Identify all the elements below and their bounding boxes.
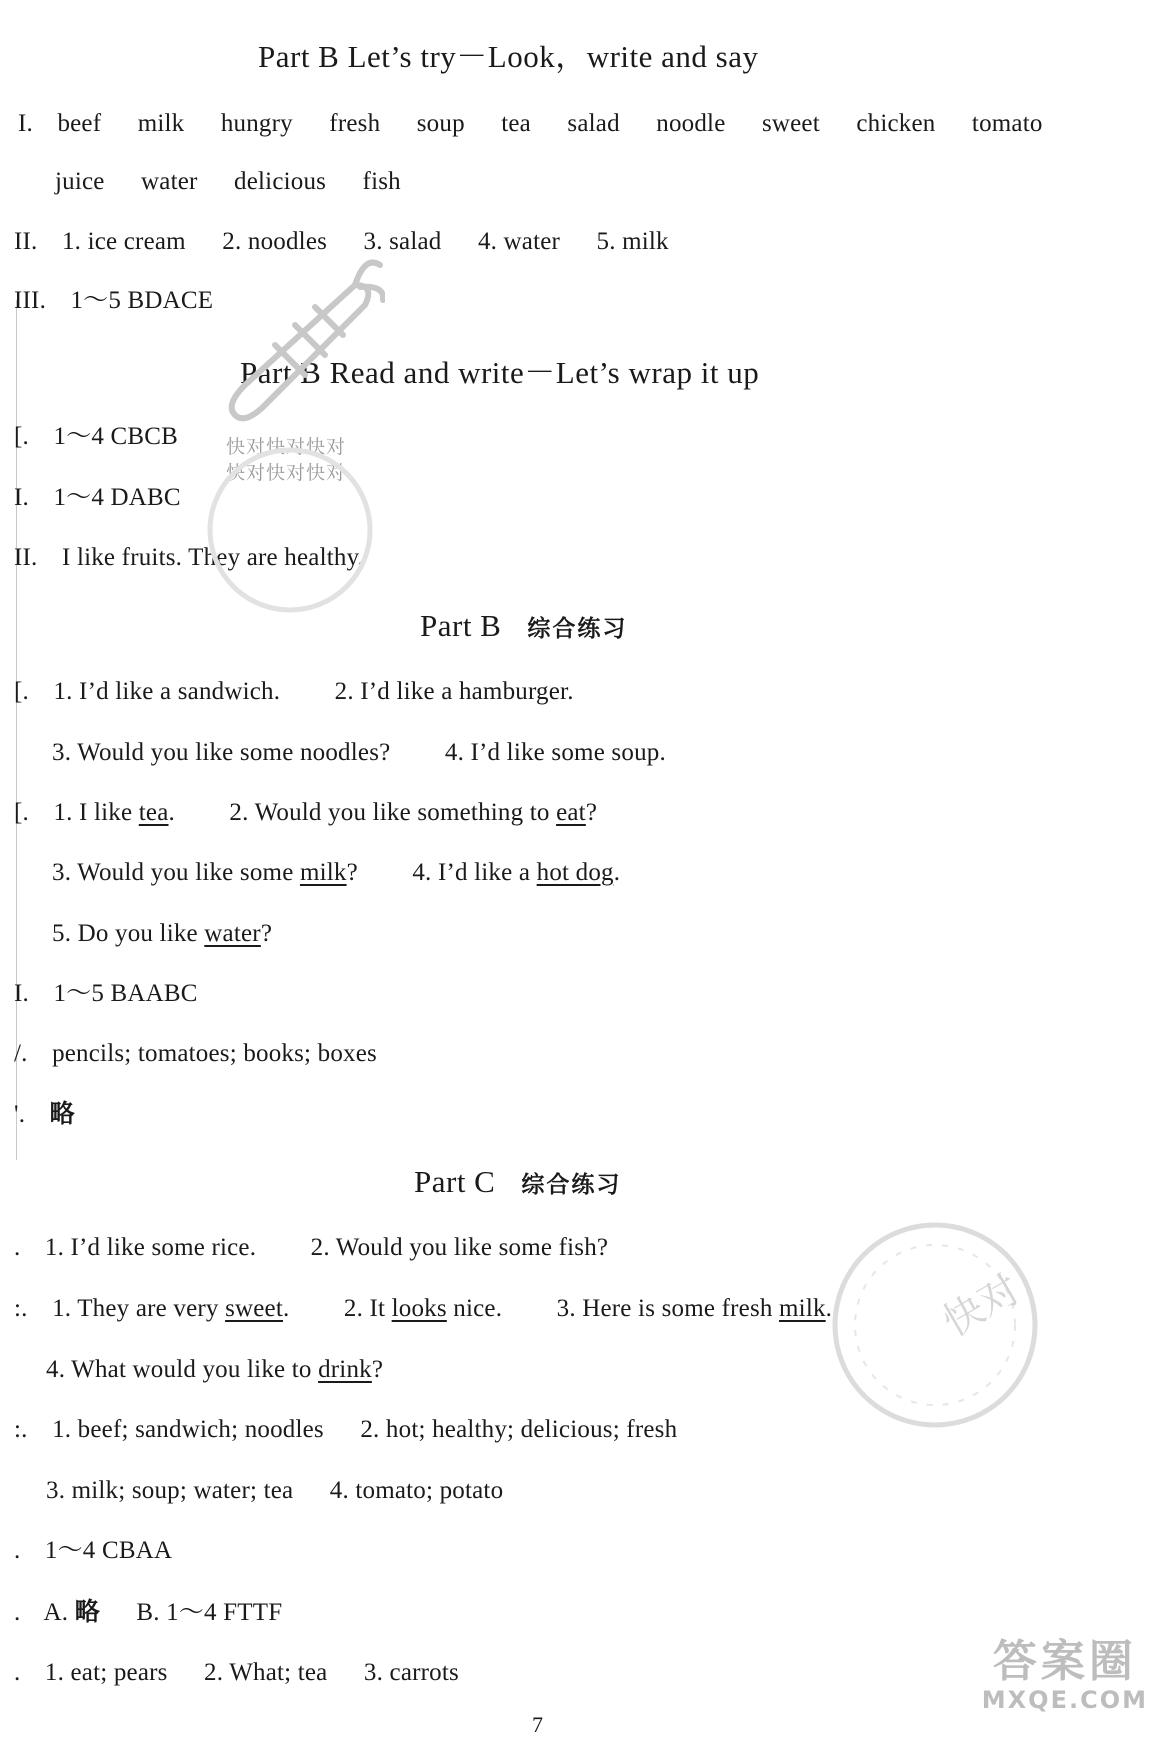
item-marker: :. — [14, 1416, 28, 1443]
item-marker: I. — [18, 110, 33, 137]
answer-line-s4-2 — [14, 1293, 832, 1325]
sentence: 1. I’d like a sandwich. — [53, 678, 281, 705]
sentence-part: . — [283, 1295, 290, 1322]
sentence-part: 2. It — [343, 1295, 392, 1322]
item-marker: I. — [14, 980, 29, 1007]
carrot-watermark-icon — [205, 245, 385, 445]
answer-text: 1～5 BDACE — [70, 287, 214, 314]
sentence: 4. I’d like some soup. — [444, 739, 666, 766]
sentence-part: 1. I like — [53, 799, 139, 826]
underlined-answer: milk — [779, 1295, 826, 1322]
answer-line-s1-2 — [55, 166, 401, 198]
item-marker: . — [14, 1537, 21, 1564]
answer-text: 1. eat; pears — [44, 1659, 168, 1686]
answer-line-s4-1 — [14, 1232, 608, 1264]
item-marker: I. — [14, 484, 29, 511]
word-13: water — [141, 168, 198, 195]
underlined-answer: hot dog — [536, 859, 614, 886]
answer-text: 1～4 CBCB — [53, 423, 178, 450]
item-marker: '. — [14, 1101, 26, 1128]
answer-line-s1-1 — [18, 108, 1043, 140]
underlined-answer: milk — [299, 859, 347, 886]
answer-line-s4-7 — [14, 1596, 282, 1629]
section-title-3 — [420, 607, 627, 648]
stamp-text: 快对 — [935, 1266, 1028, 1346]
answer-text: 3. milk; soup; water; tea — [46, 1477, 294, 1504]
answer-5: 5. milk — [596, 228, 669, 255]
underlined-answer: water — [204, 920, 261, 947]
answer-line-s3-6 — [14, 978, 198, 1010]
sentence-part: 4. I’d like a — [412, 859, 537, 886]
answer-line-s4-8 — [14, 1657, 459, 1689]
item-marker: [. — [14, 678, 29, 705]
word-1: beef — [57, 110, 102, 137]
sentence-part: 3. Would you like some — [52, 859, 300, 886]
answer-line-s3-2 — [52, 737, 666, 769]
answer-2: 2. noodles — [222, 228, 328, 255]
item-marker: . — [14, 1234, 21, 1261]
word-6: tea — [501, 110, 531, 137]
answer-text: 2. What; tea — [204, 1659, 328, 1686]
answer-line-s3-1 — [14, 676, 574, 708]
brand-url: MXQE.COM — [981, 1686, 1148, 1714]
sentence-part: 2. Would you like something to — [229, 799, 557, 826]
sentence-part: nice. — [446, 1295, 503, 1322]
item-marker: II. — [14, 228, 38, 255]
answer-line-s3-8 — [14, 1098, 75, 1131]
sentence-part: . — [825, 1295, 833, 1322]
sentence-part: ? — [371, 1356, 384, 1383]
underlined-answer: eat — [556, 799, 586, 826]
watermark-text: 快对快对快对 快对快对快对 — [226, 436, 347, 484]
page-number: 7 — [532, 1712, 543, 1737]
word-2: milk — [137, 110, 185, 137]
answer-3: 3. salad — [363, 228, 442, 255]
section-title-en: Part B — [420, 608, 502, 643]
sentence: 1. I’d like some rice. — [44, 1234, 257, 1261]
word-11: tomato — [971, 110, 1043, 137]
answer-text: A. — [43, 1599, 75, 1626]
answer-text: 1～4 DABC — [53, 484, 181, 511]
item-marker: . — [14, 1599, 21, 1626]
sentence: 2. Would you like some fish? — [310, 1234, 609, 1261]
item-marker: /. — [14, 1040, 28, 1067]
brand-title: 答案圈 — [992, 1636, 1137, 1687]
answer-4: 4. water — [477, 228, 561, 255]
item-marker: III. — [14, 287, 47, 314]
sentence-part: 5. Do you like — [52, 920, 205, 947]
answer-text: 1～4 CBAA — [44, 1537, 173, 1564]
item-marker: II. — [14, 544, 38, 571]
underlined-answer: tea — [138, 799, 169, 826]
sentence-part: ? — [260, 920, 273, 947]
site-brand-logo — [982, 1638, 1148, 1714]
answer-line-s3-7 — [14, 1038, 377, 1070]
sentence-part: 1. They are very — [52, 1295, 226, 1322]
answer-line-s3-3 — [14, 797, 597, 829]
answer-text: 3. carrots — [363, 1659, 459, 1686]
item-marker: . — [14, 1659, 21, 1686]
item-marker: [. — [14, 799, 29, 826]
answer-line-s2-2 — [14, 482, 181, 514]
underlined-answer: looks — [391, 1295, 447, 1322]
word-3: hungry — [220, 110, 293, 137]
word-8: noodle — [656, 110, 726, 137]
answer-line-s1-4 — [14, 285, 213, 317]
answer-text: I like fruits. They are healthy. — [61, 544, 365, 571]
answer-line-s1-3 — [14, 226, 669, 258]
answer-text: 1. beef; sandwich; noodles — [52, 1416, 324, 1443]
answer-text: 2. hot; healthy; delicious; fresh — [360, 1416, 678, 1443]
sentence-part: 4. What would you like to — [46, 1356, 319, 1383]
answer-text: B. 1～4 FTTF — [136, 1599, 283, 1626]
answer-line-s2-3 — [14, 542, 364, 574]
answer-text: 略 — [49, 1099, 75, 1128]
answer-line-s4-3 — [46, 1354, 383, 1386]
answer-text: 4. tomato; potato — [329, 1477, 504, 1504]
sentence-part: ? — [346, 859, 358, 886]
sentence: 3. Would you like some noodles? — [52, 739, 391, 766]
section-title-cn: 综合练习 — [527, 616, 628, 642]
sentence-part: ? — [585, 799, 598, 826]
word-15: fish — [362, 168, 401, 195]
underlined-answer: sweet — [225, 1295, 283, 1322]
answer-text: pencils; tomatoes; books; boxes — [52, 1040, 377, 1067]
answer-line-s4-4 — [14, 1414, 677, 1446]
stamp-watermark-icon — [825, 1215, 1045, 1435]
word-4: fresh — [329, 110, 381, 137]
underlined-answer: drink — [318, 1356, 372, 1383]
sentence-part: . — [613, 859, 621, 886]
answer-line-s2-1 — [14, 421, 178, 453]
answer-1: 1. ice cream — [61, 228, 186, 255]
word-12: juice — [55, 168, 105, 195]
word-5: soup — [416, 110, 465, 137]
sentence: 2. I’d like a hamburger. — [334, 678, 574, 705]
answer-text: 1～5 BAABC — [53, 980, 198, 1007]
word-7: salad — [567, 110, 620, 137]
answer-line-s4-6 — [14, 1535, 172, 1567]
section-title-en: Part C — [414, 1164, 496, 1199]
section-title-1: Part B Let’s try－Look，write and say — [258, 39, 759, 74]
answer-line-s4-5 — [46, 1475, 503, 1507]
answer-line-s3-5 — [52, 918, 272, 950]
section-title-4 — [414, 1163, 621, 1204]
word-10: chicken — [856, 110, 936, 137]
sentence-part: . — [168, 799, 175, 826]
sentence-part: 3. Here is some fresh — [556, 1295, 780, 1322]
answer-line-s3-4 — [52, 857, 620, 889]
section-title-cn: 综合练习 — [521, 1172, 622, 1198]
word-14: delicious — [234, 168, 327, 195]
section-title-2: Part B Read and write－Let’s wrap it up — [240, 355, 760, 390]
item-marker: :. — [14, 1295, 28, 1322]
item-marker: [. — [14, 423, 29, 450]
answer-text-cn: 略 — [74, 1597, 100, 1626]
word-9: sweet — [761, 110, 820, 137]
